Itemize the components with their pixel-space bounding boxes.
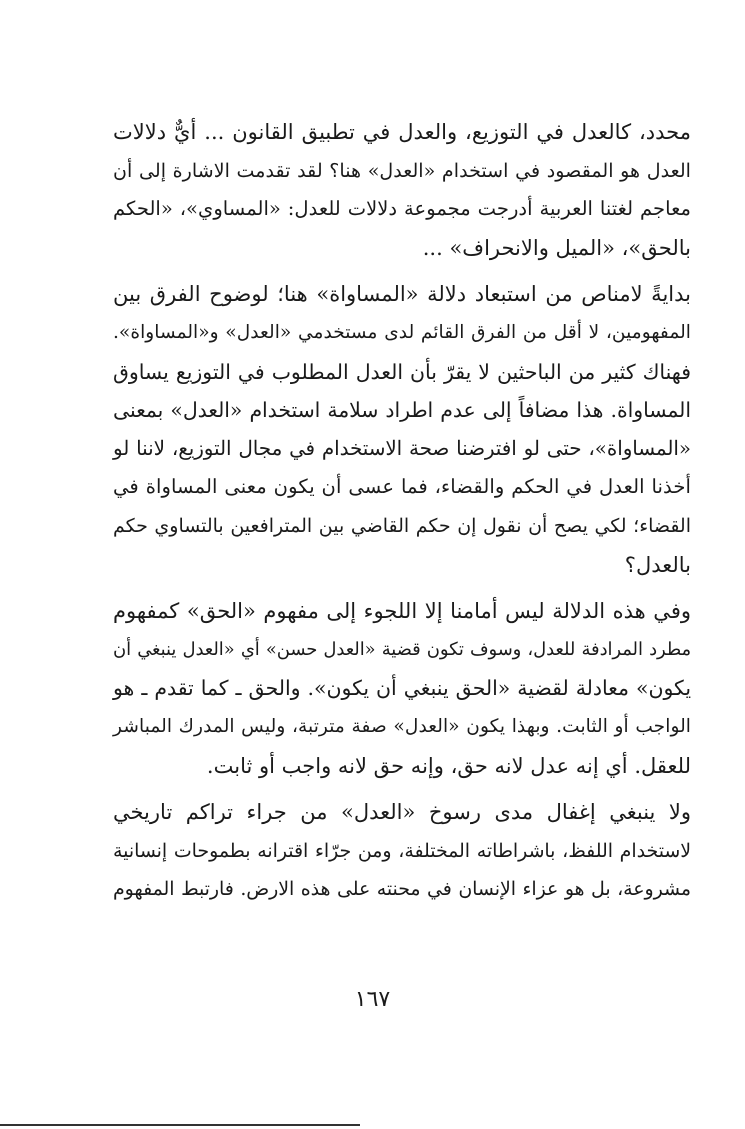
paragraph-1: [113, 113, 691, 267]
text-line: مطرد المرادفة للعدل، وسوف تكون قضية «العدل حسن» أي «العدل ينبغي أن: [113, 638, 691, 660]
body-text: [113, 113, 691, 909]
text-line: يكون» معادلة لقضية «الحق ينبغي أن يكون». والحق ـ كما تقدم ـ هو: [113, 676, 691, 701]
text-line: «المساواة»، حتى لو افترضنا صحة الاستخدام في مجال التوزيع، لاننا لو: [113, 436, 691, 460]
text-line: وفي هذه الدلالة ليس أمامنا إلا اللجوء إلى مفهوم «الحق» كمفهوم: [113, 599, 691, 624]
text-line: للعقل. أي إنه عدل لانه حق، وإنه حق لانه واجب أو ثابت.: [206, 753, 691, 778]
text-line: أخذنا العدل في الحكم والقضاء، فما عسى أن يكون معنى المساواة في: [113, 475, 691, 499]
paragraph-2: [113, 275, 691, 584]
text-line: المساواة. هذا مضافاً إلى عدم اطراد سلامة استخدام «العدل» بمعنى: [113, 398, 691, 423]
text-line: لاستخدام اللفظ، باشراطاته المختلفة، ومن جرّاء اقترانه بطموحات إنسانية: [113, 839, 691, 862]
text-line: ولا ينبغي إغفال مدى رسوخ «العدل» من جراء تراكم تاريخي: [113, 800, 691, 825]
text-line: القضاء؛ لكي يصح أن نقول إن حكم القاضي بين المترافعين بالتساوي حكم: [113, 514, 691, 537]
page-number: ١٦٧: [354, 987, 391, 1012]
scan-edge-line: [0, 1124, 360, 1126]
text-line: بالحق»، «الميل والانحراف» ...: [422, 235, 691, 260]
text-line: المفهومين، لا أقل من الفرق القائم لدى مستخدمي «العدل» و«المساواة».: [113, 321, 691, 343]
text-line: الواجب أو الثابت. وبهذا يكون «العدل» صفة مترتبة، وليس المدرك المباشر: [113, 715, 691, 737]
text-line: بدايةً لامناص من استبعاد دلالة «المساواة» هنا؛ لوضوح الفرق بين: [113, 282, 691, 307]
text-line: مشروعة، بل هو عزاء الإنسان في محنته على هذه الارض. فارتبط المفهوم: [113, 878, 691, 901]
paragraph-3: [113, 592, 691, 785]
text-line: معاجم لغتنا العربية أدرجت مجموعة دلالات للعدل: «المساوي»، «الحكم: [113, 197, 691, 221]
paragraph-4: [113, 793, 691, 909]
text-line: محدد، كالعدل في التوزيع، والعدل في تطبيق القانون ... أيٌّ دلالات: [113, 120, 691, 144]
text-line: بالعدل؟: [624, 552, 691, 577]
text-line: فهناك كثير من الباحثين لا يقرّ بأن العدل المطلوب في التوزيع يساوق: [113, 359, 691, 384]
text-line: العدل هو المقصود في استخدام «العدل» هنا؟ لقد تقدمت الاشارة إلى أن: [113, 158, 691, 182]
